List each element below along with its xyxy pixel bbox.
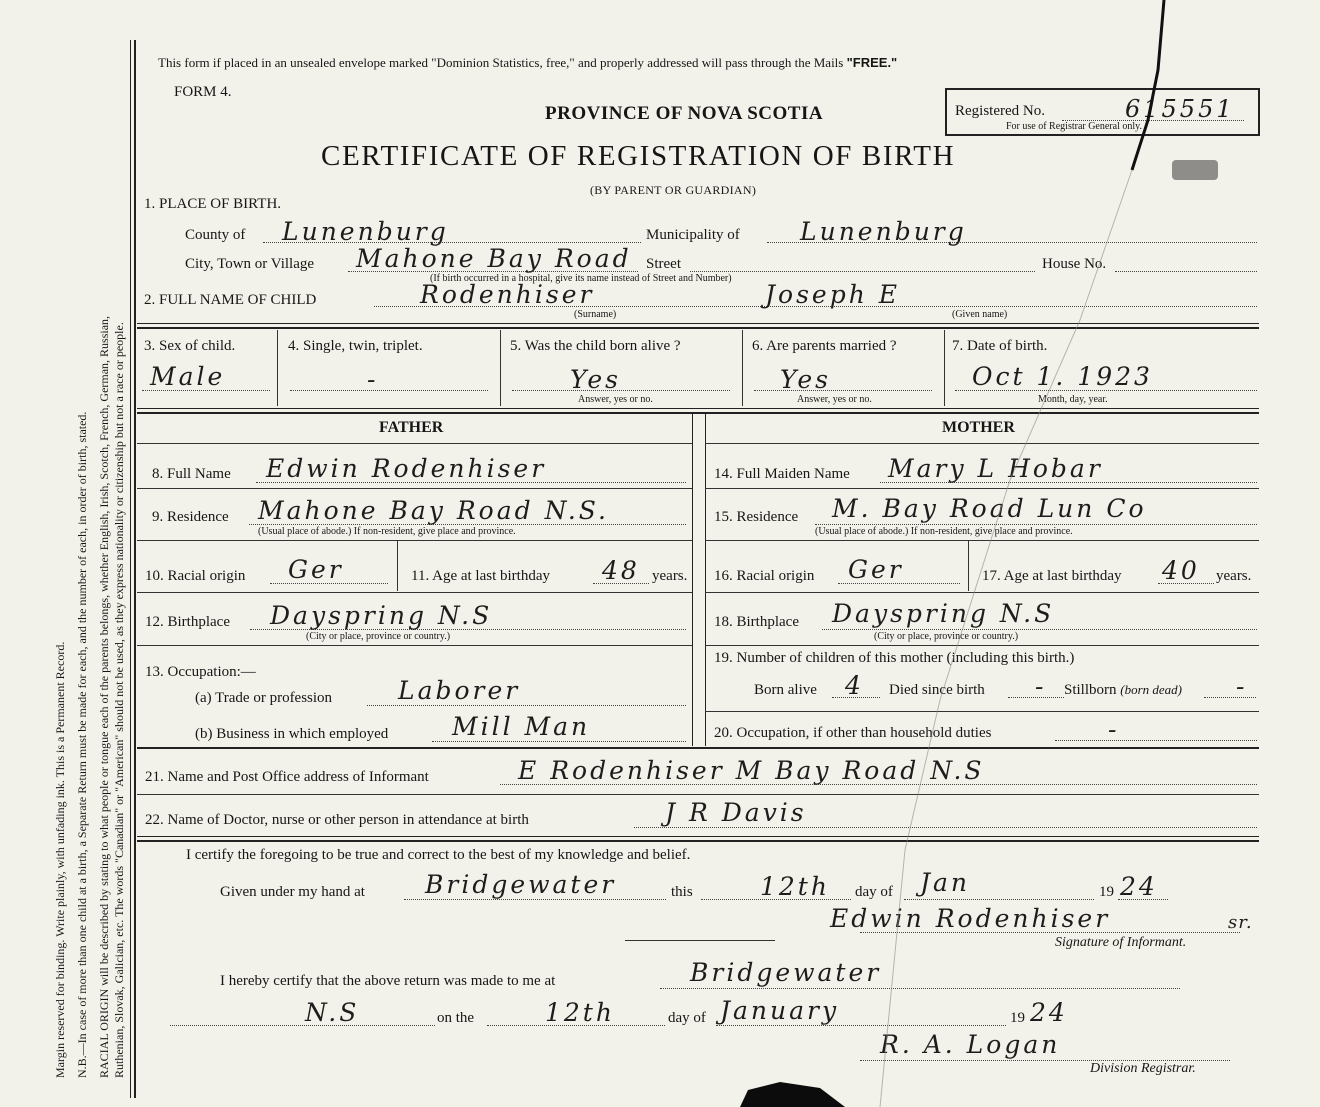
margin-note-racial-origin-2: Ruthenian, Slovak, Galician, etc. The words "Canadian" or "American" should not be used, as they express nationality or citizenship but not a race or people.: [112, 322, 126, 1078]
born-alive-caption: Answer, yes or no.: [578, 394, 653, 405]
child-name-label: 2. FULL NAME OF CHILD: [144, 292, 317, 308]
informant-value: E Rodenhiser M Bay Road N.S: [518, 756, 985, 785]
stillborn-label: [1064, 682, 1182, 699]
city-label: City, Town or Village: [185, 256, 315, 272]
this-label: this: [671, 884, 693, 900]
dob-caption: Month, day, year.: [1038, 394, 1108, 405]
informant-signature: Edwin Rodenhiser: [830, 904, 1111, 933]
married-caption: Answer, yes or no.: [797, 394, 872, 405]
given-month-value: Jan: [920, 868, 971, 897]
father-trade-value: Laborer: [398, 676, 521, 705]
county-value: Lunenburg: [282, 217, 449, 246]
ink-blot: [740, 1082, 845, 1107]
given-day-value: 12th: [760, 872, 830, 901]
born-alive-value: Yes: [570, 365, 621, 394]
mother-heading: MOTHER: [942, 419, 1015, 436]
mother-occupation-value: -: [1108, 715, 1120, 744]
municipality-label: Municipality of: [646, 227, 740, 243]
father-name-label: 8. Full Name: [152, 466, 231, 482]
registered-label: Registered No.: [955, 103, 1045, 119]
registrar-month-value: January: [720, 996, 840, 1025]
registrar-dayof-label: day of: [668, 1010, 706, 1026]
mother-name-label: 14. Full Maiden Name: [714, 466, 850, 482]
father-birthplace-label: 12. Birthplace: [145, 614, 230, 630]
mother-birthplace-label: 18. Birthplace: [714, 614, 799, 630]
binding-rule-2: [134, 40, 136, 1098]
registrar-year-value: 24: [1030, 998, 1068, 1027]
mother-children-label: 19. Number of children of this mother (including this birth.): [714, 650, 1075, 666]
hospital-note: (If birth occurred in a hospital, give its name instead of Street and Number): [430, 273, 732, 284]
father-abode-note: (Usual place of abode.) If non-resident, give place and province.: [258, 526, 516, 537]
mother-years-label: years.: [1216, 568, 1252, 584]
father-racial-value: Ger: [288, 555, 344, 584]
certificate-subtitle: (BY PARENT OR GUARDIAN): [590, 183, 757, 197]
died-since-birth-value: -: [1035, 672, 1047, 701]
registrar-signature: R. A. Logan: [880, 1030, 1061, 1059]
mother-age-label: 17. Age at last birthday: [982, 568, 1122, 584]
father-birthplace-caption: (City or place, province or country.): [306, 631, 451, 642]
registrar-place-value-2: N.S: [305, 998, 360, 1027]
pen-stroke: [1132, 0, 1164, 170]
child-surname-value: Rodenhiser: [420, 280, 595, 309]
father-years-label: years.: [652, 568, 688, 584]
married-value: Yes: [780, 365, 831, 394]
mother-racial-value: Ger: [848, 555, 904, 584]
place-of-birth-heading: 1. PLACE OF BIRTH.: [144, 196, 282, 212]
plurality-label: 4. Single, twin, triplet.: [288, 338, 423, 354]
father-occupation-label: 13. Occupation:—: [145, 664, 256, 680]
doctor-value: J R Davis: [665, 798, 807, 827]
informant-signature-caption: Signature of Informant.: [1055, 935, 1187, 950]
given-caption: (Given name): [952, 309, 1008, 320]
father-trade-label: (a) Trade or profession: [195, 690, 333, 706]
city-value: Mahone Bay Road: [356, 244, 632, 273]
born-alive-count-value: 4: [845, 671, 864, 700]
stillborn-label-text: Stillborn: [1064, 682, 1117, 698]
born-alive-count-label: Born alive: [754, 682, 817, 698]
plurality-value: -: [367, 365, 379, 394]
father-birthplace-value: Dayspring N.S: [270, 601, 493, 630]
registered-number: 615551: [1125, 95, 1235, 123]
binding-rule: [130, 40, 131, 1098]
mother-name-value: Mary L Hobar: [888, 454, 1103, 483]
father-age-value: 48: [602, 556, 640, 585]
registrar-caption: Division Registrar.: [1090, 1061, 1196, 1076]
father-residence-value: Mahone Bay Road N.S.: [258, 496, 609, 525]
certificate-title: CERTIFICATE OF REGISTRATION OF BIRTH: [321, 140, 956, 172]
stillborn-value: -: [1236, 672, 1248, 701]
mother-residence-value: M. Bay Road Lun Co: [832, 494, 1147, 523]
born-alive-label: 5. Was the child born alive ?: [510, 338, 681, 354]
father-business-value: Mill Man: [452, 712, 591, 741]
father-heading: FATHER: [379, 419, 444, 436]
mother-racial-label: 16. Racial origin: [714, 568, 815, 584]
mother-age-value: 40: [1162, 556, 1200, 585]
father-racial-label: 10. Racial origin: [145, 568, 246, 584]
house-label: House No.: [1042, 256, 1107, 272]
mother-abode-note: (Usual place of abode.) If non-resident, give place and province.: [815, 526, 1073, 537]
dob-value: Oct 1. 1923: [972, 362, 1153, 391]
surname-caption: (Surname): [574, 309, 617, 320]
registrar-year-prefix: 19: [1010, 1010, 1025, 1026]
father-name-value: Edwin Rodenhiser: [266, 454, 547, 483]
father-business-label: (b) Business in which employed: [195, 726, 389, 742]
doctor-label: 22. Name of Doctor, nurse or other person in attendance at birth: [145, 812, 529, 828]
margin-note-racial-origin-1: RACIAL ORIGIN will be described by stating to what people or tongue each of the parents belongs, whether English, Irish, Scotch, French, German, Russian,: [97, 315, 111, 1078]
street-label: Street: [646, 256, 681, 272]
mail-notice: [158, 55, 897, 71]
sex-value: Male: [150, 362, 226, 391]
given-under-hand-label: Given under my hand at: [220, 884, 365, 900]
mail-notice-free: "FREE.": [846, 55, 898, 70]
died-since-birth-label: Died since birth: [889, 682, 985, 698]
mother-birthplace-value: Dayspring N.S: [832, 599, 1055, 628]
mother-occupation-label: 20. Occupation, if other than household duties: [714, 725, 992, 741]
father-residence-label: 9. Residence: [152, 509, 229, 525]
given-year-prefix: 19: [1099, 884, 1114, 900]
informant-signature-mark: sr.: [1228, 912, 1253, 933]
registrar-statement: I hereby certify that the above return was made to me at: [220, 973, 556, 989]
registrar-place-value: Bridgewater: [690, 958, 882, 987]
given-dayof-label: day of: [855, 884, 893, 900]
father-age-label: 11. Age at last birthday: [411, 568, 550, 584]
certify-statement: I certify the foregoing to be true and correct to the best of my knowledge and belief.: [186, 847, 691, 863]
dob-label: 7. Date of birth.: [952, 338, 1048, 354]
stillborn-caption: (born dead): [1120, 682, 1183, 697]
mail-notice-text: This form if placed in an unsealed envelope marked "Dominion Statistics, free," and properly addressed will pass through the Mails: [158, 55, 847, 70]
margin-note-binding: Margin reserved for binding. Write plainly, with unfading ink. This is a Permanent Record.: [53, 641, 67, 1078]
corner-mark: [1172, 160, 1218, 180]
given-place-value: Bridgewater: [425, 870, 617, 899]
municipality-value: Lunenburg: [800, 217, 967, 246]
form-number: FORM 4.: [174, 84, 232, 100]
province-heading: PROVINCE OF NOVA SCOTIA: [545, 103, 824, 124]
child-given-value: Joseph E: [765, 280, 900, 309]
registrar-note: For use of Registrar General only.: [1006, 121, 1142, 132]
mother-birthplace-caption: (City or place, province or country.): [874, 631, 1019, 642]
county-label: County of: [185, 227, 246, 243]
informant-label: 21. Name and Post Office address of Informant: [145, 769, 429, 785]
registrar-day-value: 12th: [545, 998, 615, 1027]
mother-residence-label: 15. Residence: [714, 509, 799, 525]
registrar-on-label: on the: [437, 1010, 475, 1026]
given-year-value: 24: [1120, 872, 1158, 901]
married-label: 6. Are parents married ?: [752, 338, 897, 354]
margin-note-multiple-births: N.B.—In case of more than one child at a birth, a Separate Return must be made for each, and the number of each, in order of birth, stated.: [75, 411, 89, 1078]
sex-label: 3. Sex of child.: [144, 338, 236, 354]
